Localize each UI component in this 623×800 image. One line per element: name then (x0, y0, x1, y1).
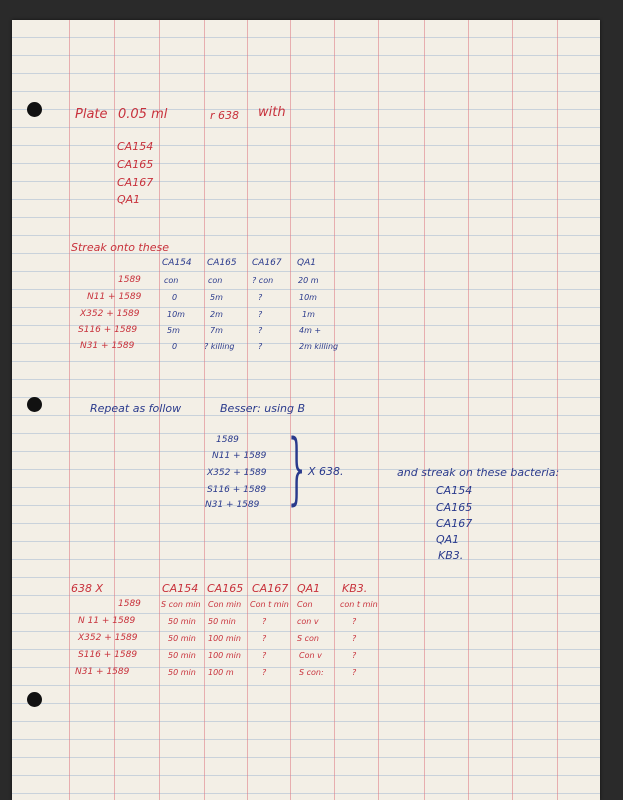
column-line (512, 20, 513, 800)
repeat-strain: N11 + 1589 (212, 451, 267, 461)
streak-col-header: CA154 (162, 258, 192, 268)
table638-cell: Con (297, 600, 313, 609)
header-strain: CA165 (117, 158, 154, 171)
column-line (334, 20, 335, 800)
table638-cell: Con min (208, 600, 242, 609)
streak-col-header: CA167 (252, 258, 282, 268)
bacteria-note: and streak on these bacteria: (397, 466, 560, 479)
bacteria-item: CA167 (436, 517, 473, 530)
binder-hole (27, 102, 42, 117)
table638-cell: S con min (161, 600, 201, 609)
bacteria-item: KB3. (438, 549, 464, 562)
streak-cell: ? (258, 310, 263, 319)
table638-row-label: S116 + 1589 (78, 650, 138, 660)
streak-cell: ? con (252, 276, 274, 285)
notebook-page (12, 20, 600, 800)
table638-cell: Con t min (250, 600, 289, 609)
table638-cell: ? (352, 651, 357, 660)
table638-cell: ? (352, 668, 357, 677)
repeat-strain: X352 + 1589 (207, 468, 267, 478)
streak-cell: ? (258, 326, 263, 335)
column-line (468, 20, 469, 800)
streak-cell: 7m (210, 326, 223, 335)
streak-cell: con (164, 276, 179, 285)
repeat-target: X 638. (308, 465, 344, 478)
table638-cell: con v (297, 617, 319, 626)
column-line (557, 20, 558, 800)
table638-cell: S con: (299, 668, 324, 677)
streak-col-header: QA1 (297, 258, 316, 268)
table638-title: 638 X (71, 582, 104, 595)
table638-cell: 50 min (168, 617, 196, 626)
header-strain: CA154 (117, 140, 154, 153)
streak-row-label: N11 + 1589 (87, 292, 142, 302)
column-line (378, 20, 379, 800)
streak-cell: 0 (172, 293, 178, 302)
table638-cell: 50 min (168, 634, 196, 643)
table638-cell: 100 min (208, 651, 241, 660)
volume-label: 0.05 ml (118, 107, 168, 122)
streak-cell: 20 m (298, 276, 319, 285)
table638-col-header: CA165 (207, 582, 244, 595)
streak-row-label: S116 + 1589 (78, 325, 138, 335)
streak-cell: ? (258, 293, 263, 302)
streak-cell: 10m (167, 310, 185, 319)
header-strain: QA1 (117, 193, 141, 206)
plate-label: Plate (75, 107, 108, 122)
margin-line (69, 20, 70, 800)
streak-cell: 1m (302, 310, 315, 319)
table638-row-label: N31 + 1589 (75, 667, 130, 677)
bacteria-item: QA1 (436, 533, 460, 546)
curly-brace: } (288, 424, 306, 514)
table638-cell: 50 min (208, 617, 236, 626)
table638-cell: 50 min (168, 668, 196, 677)
streak-cell: 4m + (299, 326, 322, 335)
streak-cell: 5m (167, 326, 180, 335)
table638-cell: ? (262, 668, 267, 677)
binder-hole (27, 692, 42, 707)
table638-cell: ? (262, 651, 267, 660)
streak-cell: 5m (210, 293, 223, 302)
streak-col-header: CA165 (207, 258, 237, 268)
table638-cell: Con v (299, 651, 322, 660)
column-line (204, 20, 205, 800)
besser-note: Besser: using B (220, 402, 306, 415)
table638-cell: 100 m (208, 668, 234, 677)
header-strain: CA167 (117, 176, 154, 189)
table638-cell: ? (262, 634, 267, 643)
table638-cell: con t min (340, 600, 378, 609)
streak-row-label: 1589 (118, 275, 141, 285)
table638-cell: 50 min (168, 651, 196, 660)
streak-cell: ? (258, 342, 263, 351)
table638-cell: ? (352, 617, 357, 626)
bacteria-item: CA154 (436, 484, 473, 497)
streak-row-label: X352 + 1589 (80, 309, 140, 319)
column-line (424, 20, 425, 800)
table638-cell: ? (352, 634, 357, 643)
table638-col-header: CA154 (162, 582, 199, 595)
streak-row-label: N31 + 1589 (80, 341, 135, 351)
table638-cell: S con (297, 634, 319, 643)
phage-label: r 638 (210, 109, 240, 122)
streak-cell: ? killing (204, 342, 235, 351)
streak-cell: 10m (299, 293, 317, 302)
repeat-strain: N31 + 1589 (205, 500, 260, 510)
streak-cell: 0 (172, 342, 178, 351)
streak-cell: 2m (210, 310, 223, 319)
streak-title: Streak onto these (71, 241, 169, 254)
repeat-heading: Repeat as follow (90, 402, 182, 415)
table638-row-label: 1589 (118, 599, 141, 609)
table638-col-header: CA167 (252, 582, 289, 595)
streak-cell: 2m killing (299, 342, 339, 351)
repeat-strain: S116 + 1589 (207, 485, 267, 495)
with-label: with (258, 105, 286, 120)
streak-cell: con (208, 276, 223, 285)
table638-cell: ? (262, 617, 267, 626)
table638-row-label: N 11 + 1589 (78, 616, 136, 626)
table638-row-label: X352 + 1589 (78, 633, 138, 643)
table638-cell: 100 min (208, 634, 241, 643)
repeat-strain: 1589 (216, 435, 239, 445)
bacteria-item: CA165 (436, 501, 473, 514)
table638-col-header: QA1 (297, 582, 321, 595)
table638-col-header: KB3. (342, 582, 368, 595)
binder-hole (27, 397, 42, 412)
